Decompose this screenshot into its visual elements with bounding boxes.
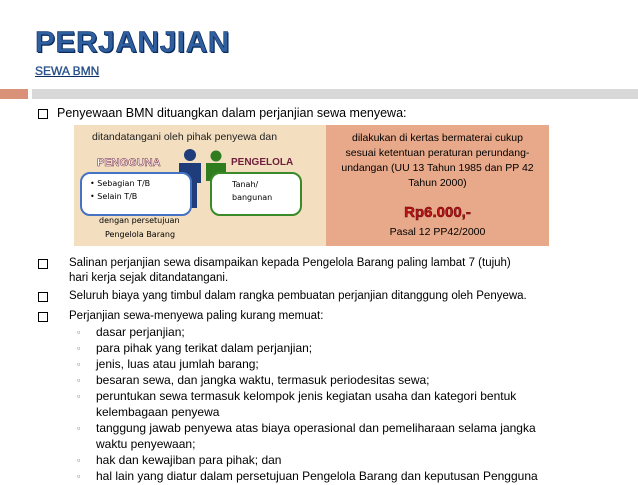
page-subtitle: SEWA BMN — [35, 64, 100, 78]
price-reference: Pasal 12 PP42/2000 — [389, 226, 486, 238]
pengelola-item: Tanah/ — [232, 180, 259, 189]
checkbox-bullet-icon — [38, 259, 48, 269]
approval-text: Pengelola Barang — [105, 230, 176, 239]
list-item: ▫ hal lain yang diatur dalam persetujuan Pengelola Barang dan keputusan Pengguna — [77, 469, 538, 483]
list-item: ▫ tanggung jawab penyewa atas biaya operasional dan pemeliharaan selama jangka — [77, 421, 536, 435]
pengguna-item: • Selain T/B — [90, 192, 138, 201]
list-item: ▫ besaran sewa, dan jangka waktu, termasuk periodesitas sewa; — [77, 373, 430, 387]
bullet-text: Seluruh biaya yang timbul dalam rangka pembuatan perjanjian ditanggung oleh Penyewa. — [69, 290, 527, 302]
right-panel-text: dilakukan di kertas bermaterai cukup sesuai ketentuan peraturan perundang- undangan (UU 13 Tahun 1985 dan PP 42 Tahun 2000) — [341, 132, 534, 189]
pengelola-label: PENGELOLA — [231, 157, 294, 168]
left-caption: ditandatangani oleh pihak penyewa dan — [92, 131, 278, 143]
pengelola-item: bangunan — [232, 193, 273, 202]
price-value: Rp6.000,- — [404, 204, 471, 221]
divider-bar — [32, 89, 638, 99]
list-item: ▫ peruntukan sewa termasuk kelompok jenis kegiatan usaha dan kategori bentuk — [77, 389, 517, 403]
list-item: ▫ dasar perjanjian; — [77, 325, 185, 339]
accent-bar — [0, 89, 28, 99]
list-item: ▫ jenis, luas atau jumlah barang; — [77, 357, 259, 371]
pengguna-label: PENGGUNA — [97, 157, 161, 169]
bullet-text: Perjanjian sewa-menyewa paling kurang memuat: — [69, 310, 324, 322]
list-item: waktu penyewaan; — [96, 437, 196, 451]
list-item: kelembagaan penyewa — [96, 405, 220, 419]
page-title: PERJANJIAN — [35, 26, 231, 59]
intro-bullet-text: Penyewaan BMN dituangkan dalam perjanjian sewa menyewa: — [57, 106, 407, 120]
checkbox-bullet-icon — [38, 312, 48, 322]
list-item: ▫ hak dan kewajiban para pihak; dan — [77, 453, 282, 467]
approval-text: dengan persetujuan — [99, 216, 180, 225]
pengguna-item: • Sebagian T/B — [90, 179, 151, 188]
checkbox-bullet-icon — [38, 109, 48, 119]
sub-list — [74, 325, 634, 485]
checkbox-bullet-icon — [38, 292, 48, 302]
list-item: ▫ para pihak yang terikat dalam perjanjian; — [77, 341, 313, 355]
bullet-text: Salinan perjanjian sewa disampaikan kepada Pengelola Barang paling lambat 7 (tujuh) hari kerja sejak ditandatangani. — [69, 257, 511, 284]
